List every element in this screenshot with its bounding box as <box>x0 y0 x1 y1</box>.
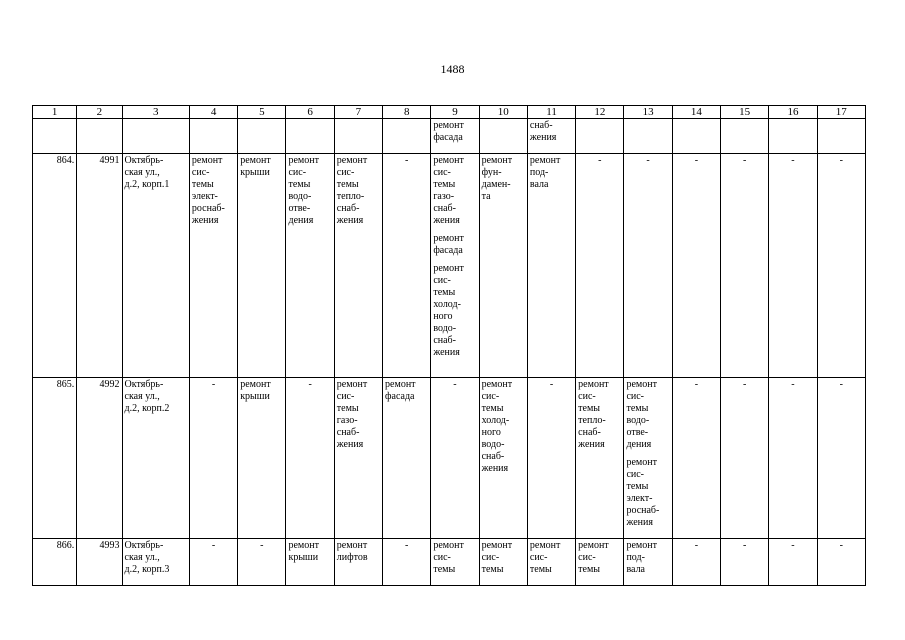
cell-text: ремонт фасада <box>433 233 464 256</box>
repair-schedule-table <box>32 105 866 586</box>
cell-text: - <box>260 540 264 551</box>
table-cell <box>817 154 865 378</box>
cell-text: ремонт фасада <box>433 120 464 143</box>
table-cell <box>238 154 286 378</box>
table-cell <box>238 539 286 586</box>
cell-text: ремонт сис- темы элект- роснаб- жения <box>191 155 225 226</box>
cell-text: - <box>308 379 312 390</box>
table-cell <box>122 119 189 154</box>
table-cell <box>769 378 817 539</box>
column-header: 5 <box>238 106 286 119</box>
table-cell <box>624 154 672 378</box>
table-cell <box>721 154 769 378</box>
cell-text: - <box>405 155 409 166</box>
column-header: 10 <box>479 106 527 119</box>
cell-text: - <box>839 540 843 551</box>
column-header: 6 <box>286 106 334 119</box>
cell-text: 4992 <box>99 379 120 390</box>
cell-text: ремонт сис- темы элект- роснаб- жения <box>626 457 660 528</box>
table-cell <box>769 154 817 378</box>
table-cell <box>286 119 334 154</box>
table-cell <box>527 378 575 539</box>
cell-text: - <box>791 379 795 390</box>
cell-text: - <box>694 540 699 551</box>
table-cell <box>383 378 431 539</box>
cell-text: ремонт под- вала <box>529 155 561 190</box>
cell-text: - <box>694 155 699 166</box>
table-cell <box>33 378 77 539</box>
table-cell <box>431 378 479 539</box>
cell-text: 866. <box>56 540 75 551</box>
cell-text: ремонт сис- темы <box>433 540 464 575</box>
table-cell <box>817 539 865 586</box>
table-cell <box>624 378 672 539</box>
cell-text: ремонт сис- темы водо- отве- дения <box>626 379 657 450</box>
table-cell <box>286 539 334 586</box>
table-cell <box>672 378 720 539</box>
table-cell <box>77 119 122 154</box>
cell-text: 864. <box>56 155 75 166</box>
cell-text: ремонт сис- темы холод- ного водо- снаб- жения <box>433 263 464 358</box>
cell-text: ремонт сис- темы <box>578 540 609 575</box>
column-header: 4 <box>189 106 237 119</box>
cell-text: - <box>742 155 747 166</box>
table-cell <box>189 378 237 539</box>
column-header: 17 <box>817 106 865 119</box>
table-cell <box>576 378 624 539</box>
table-cell <box>527 154 575 378</box>
cell-text: Октябрь- ская ул., д.2, корп.2 <box>124 379 170 414</box>
cell-text: снаб- жения <box>529 120 557 143</box>
table-row <box>33 539 866 586</box>
cell-text: - <box>598 155 602 166</box>
table-cell <box>479 119 527 154</box>
table-cell <box>576 119 624 154</box>
table-cell <box>33 539 77 586</box>
cell-text: - <box>839 155 843 166</box>
column-header: 11 <box>527 106 575 119</box>
cell-text: - <box>791 155 795 166</box>
table-cell <box>576 154 624 378</box>
table-cell <box>769 539 817 586</box>
cell-text: ремонт сис- темы <box>529 540 561 575</box>
table-row <box>33 154 866 378</box>
column-header: 16 <box>769 106 817 119</box>
column-header: 2 <box>77 106 122 119</box>
table-cell <box>334 154 382 378</box>
table-cell <box>33 119 77 154</box>
table-cell <box>189 119 237 154</box>
table-cell <box>817 119 865 154</box>
cell-text: Октябрь- ская ул., д.2, корп.3 <box>124 540 170 575</box>
table-cell <box>189 539 237 586</box>
cell-text: ремонт сис- темы холод- ного водо- снаб- жения <box>481 379 513 474</box>
column-header: 14 <box>672 106 720 119</box>
column-header: 12 <box>576 106 624 119</box>
table-cell <box>672 154 720 378</box>
cell-text: - <box>694 379 699 390</box>
page-number: 1488 <box>440 62 465 76</box>
cell-text: ремонт фасада <box>385 379 416 402</box>
cell-text: 4991 <box>99 155 120 166</box>
cell-text: - <box>211 379 216 390</box>
header-row <box>33 106 866 119</box>
column-header: 9 <box>431 106 479 119</box>
table-cell <box>189 154 237 378</box>
table-cell <box>672 539 720 586</box>
cell-text: Октябрь- ская ул., д.2, корп.1 <box>124 155 170 190</box>
cell-text: - <box>742 379 747 390</box>
table-cell <box>334 539 382 586</box>
table-cell <box>431 539 479 586</box>
table-cell <box>77 539 122 586</box>
table-cell <box>527 119 575 154</box>
cell-text: ремонт фун- дамен- та <box>481 155 513 202</box>
table-cell <box>479 154 527 378</box>
cell-text: ремонт сис- темы водо- отве- дения <box>288 155 319 226</box>
table-cell <box>769 119 817 154</box>
column-header: 8 <box>383 106 431 119</box>
cell-text: ремонт под- вала <box>626 540 657 575</box>
table-cell <box>721 119 769 154</box>
table-cell <box>624 539 672 586</box>
table-cell <box>122 154 189 378</box>
column-header: 1 <box>33 106 77 119</box>
cell-text: ремонт сис- темы газо- снаб- жения <box>336 379 368 450</box>
cell-text: - <box>211 540 216 551</box>
cell-text: ремонт крыши <box>288 540 319 563</box>
table-cell <box>383 154 431 378</box>
cell-text: - <box>453 379 457 390</box>
table-cell <box>286 378 334 539</box>
column-header: 7 <box>334 106 382 119</box>
table-cell <box>122 539 189 586</box>
table-cell <box>77 154 122 378</box>
table-cell <box>383 119 431 154</box>
cell-text: 865. <box>56 379 75 390</box>
table-cell <box>721 539 769 586</box>
cell-text: ремонт лифтов <box>336 540 368 563</box>
table-row <box>33 378 866 539</box>
table-cell <box>624 119 672 154</box>
table-cell <box>431 119 479 154</box>
table-cell <box>431 154 479 378</box>
table-cell <box>527 539 575 586</box>
table-row <box>33 119 866 154</box>
table-cell <box>238 378 286 539</box>
table-cell <box>77 378 122 539</box>
table-cell <box>334 378 382 539</box>
table-cell <box>286 154 334 378</box>
cell-text: 4993 <box>99 540 120 551</box>
cell-text: ремонт крыши <box>240 155 271 178</box>
cell-text: ремонт сис- темы тепло- снаб- жения <box>336 155 368 226</box>
cell-text: ремонт сис- темы тепло- снаб- жения <box>578 379 609 450</box>
table-cell <box>576 539 624 586</box>
cell-text: - <box>549 379 554 390</box>
table-cell <box>817 378 865 539</box>
cell-text: - <box>405 540 409 551</box>
cell-text: ремонт крыши <box>240 379 271 402</box>
column-header: 15 <box>721 106 769 119</box>
column-header: 13 <box>624 106 672 119</box>
table-cell <box>479 539 527 586</box>
cell-text: - <box>839 379 843 390</box>
column-header: 3 <box>122 106 189 119</box>
table-cell <box>33 154 77 378</box>
table-cell <box>122 378 189 539</box>
table-cell <box>479 378 527 539</box>
cell-text: ремонт сис- темы <box>481 540 513 575</box>
table-cell <box>238 119 286 154</box>
table-cell <box>383 539 431 586</box>
table-cell <box>672 119 720 154</box>
table-cell <box>334 119 382 154</box>
table-cell <box>721 378 769 539</box>
cell-text: - <box>742 540 747 551</box>
cell-text: - <box>646 155 650 166</box>
cell-text: ремонт сис- темы газо- снаб- жения <box>433 155 464 226</box>
cell-text: - <box>791 540 795 551</box>
